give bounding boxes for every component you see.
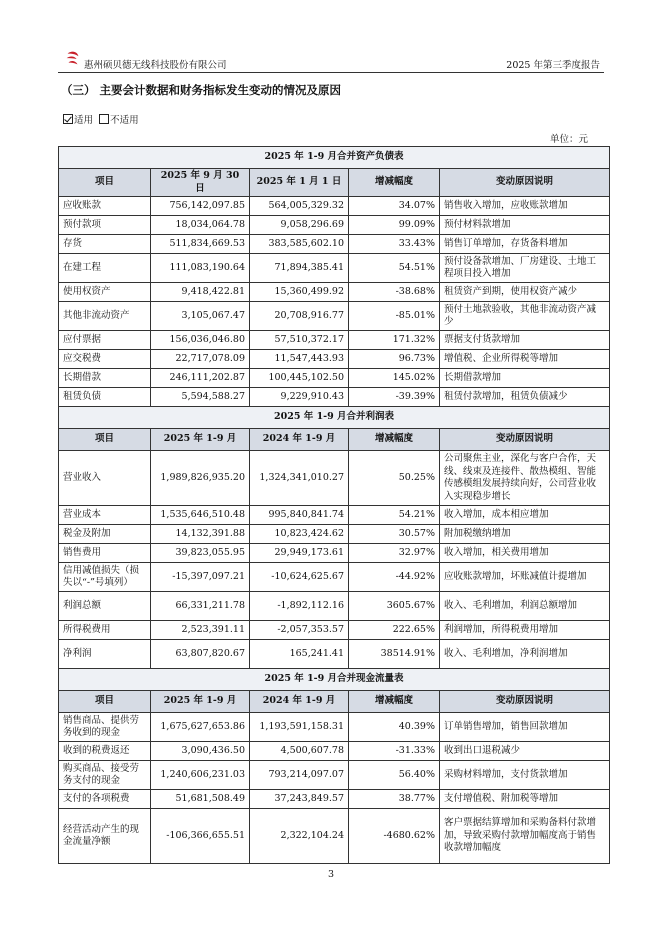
table-row — [59, 640, 610, 669]
value-cell: 3,090,436.50 — [151, 742, 250, 761]
change-cell: 96.73% — [349, 350, 440, 369]
column-header: 2024 年 1-9 月 — [250, 691, 349, 713]
value-cell: 383,585,602.10 — [250, 235, 349, 254]
table-row — [59, 809, 610, 864]
table-row — [59, 451, 610, 506]
value-cell: -106,366,655.51 — [151, 809, 250, 864]
item-cell: 经营活动产生的现金流量净额 — [59, 809, 151, 864]
value-cell: 1,675,627,653.86 — [151, 713, 250, 742]
value-cell: 4,500,607.78 — [250, 742, 349, 761]
value-cell: 22,717,078.09 — [151, 350, 250, 369]
change-cell: -4680.62% — [349, 809, 440, 864]
value-cell: 57,510,372.17 — [250, 331, 349, 350]
column-header: 2024 年 1-9 月 — [250, 429, 349, 451]
item-cell: 营业收入 — [59, 451, 151, 506]
value-cell: 37,243,849.57 — [250, 790, 349, 809]
table-row — [59, 592, 610, 621]
value-cell: 2,322,104.24 — [250, 809, 349, 864]
change-cell: 40.39% — [349, 713, 440, 742]
table-row — [59, 350, 610, 369]
item-cell: 预付款项 — [59, 216, 151, 235]
value-cell: 71,894,385.41 — [250, 254, 349, 283]
reason-cell: 收到出口退税减少 — [440, 742, 610, 761]
value-cell: 111,083,190.64 — [151, 254, 250, 283]
value-cell: 793,214,097.07 — [250, 761, 349, 790]
value-cell: 2,523,391.11 — [151, 621, 250, 640]
item-cell: 其他非流动资产 — [59, 302, 151, 331]
item-cell: 租赁负债 — [59, 388, 151, 407]
table-row — [59, 525, 610, 544]
table-row — [59, 544, 610, 563]
change-cell: -39.39% — [349, 388, 440, 407]
value-cell: 63,807,820.67 — [151, 640, 250, 669]
change-cell: 222.65% — [349, 621, 440, 640]
reason-cell: 销售收入增加，应收账款增加 — [440, 197, 610, 216]
section-heading: 2025 年 1-9 月合并利润表 — [59, 407, 610, 429]
table-row — [59, 283, 610, 302]
item-cell: 使用权资产 — [59, 283, 151, 302]
change-cell: -31.33% — [349, 742, 440, 761]
value-cell: 10,823,424.62 — [250, 525, 349, 544]
reason-cell: 销售订单增加，存货备料增加 — [440, 235, 610, 254]
change-cell: -44.92% — [349, 563, 440, 592]
income-header-row — [59, 429, 610, 451]
value-cell: 3,105,067.47 — [151, 302, 250, 331]
change-cell: 145.02% — [349, 369, 440, 388]
change-cell: 54.51% — [349, 254, 440, 283]
reason-cell: 应收账款增加，坏账减值计提增加 — [440, 563, 610, 592]
item-cell: 利润总额 — [59, 592, 151, 621]
change-cell: -85.01% — [349, 302, 440, 331]
item-cell: 净利润 — [59, 640, 151, 669]
change-cell: 34.07% — [349, 197, 440, 216]
table-row — [59, 742, 610, 761]
applicable-checkbox[interactable] — [63, 114, 73, 124]
item-cell: 信用减值损失（损失以“-”号填列） — [59, 563, 151, 592]
value-cell: 1,989,826,935.20 — [151, 451, 250, 506]
table-row — [59, 621, 610, 640]
cashflow-header-row — [59, 691, 610, 713]
financial-table — [58, 146, 610, 864]
item-cell: 应收账款 — [59, 197, 151, 216]
value-cell: 66,331,211.78 — [151, 592, 250, 621]
table-row — [59, 761, 610, 790]
item-cell: 应付票据 — [59, 331, 151, 350]
column-header: 变动原因说明 — [440, 691, 610, 713]
value-cell: 1,240,606,231.03 — [151, 761, 250, 790]
reason-cell: 利润增加，所得税费用增加 — [440, 621, 610, 640]
page-header — [58, 50, 604, 73]
column-header: 增减幅度 — [349, 691, 440, 713]
value-cell: 511,834,669.53 — [151, 235, 250, 254]
change-cell: 54.21% — [349, 506, 440, 525]
not-applicable-label: 不适用 — [110, 115, 139, 126]
table-row — [59, 506, 610, 525]
value-cell: -15,397,097.21 — [151, 563, 250, 592]
reason-cell: 收入增加，相关费用增加 — [440, 544, 610, 563]
column-header: 变动原因说明 — [440, 169, 610, 197]
unit-label: 单位：元 — [549, 134, 588, 145]
value-cell: 756,142,097.85 — [151, 197, 250, 216]
value-cell: 165,241.41 — [250, 640, 349, 669]
value-cell: 9,418,422.81 — [151, 283, 250, 302]
value-cell: 995,840,841.74 — [250, 506, 349, 525]
section-heading: 2025 年 1-9 月合并资产负债表 — [59, 147, 610, 169]
change-cell: 38.77% — [349, 790, 440, 809]
item-cell: 收到的税费返还 — [59, 742, 151, 761]
cashflow-section-title — [59, 669, 610, 691]
reason-cell: 租赁付款增加，租赁负债减少 — [440, 388, 610, 407]
change-cell: 50.25% — [349, 451, 440, 506]
reason-cell: 预付设备款增加、厂房建设、土地工程项目投入增加 — [440, 254, 610, 283]
page-number: 3 — [327, 869, 335, 880]
column-header: 2025 年 9 月 30 日 — [151, 169, 250, 197]
item-cell: 在建工程 — [59, 254, 151, 283]
item-cell: 所得税费用 — [59, 621, 151, 640]
column-header: 增减幅度 — [349, 169, 440, 197]
reason-cell: 预付土地款验收，其他非流动资产减少 — [440, 302, 610, 331]
column-header: 项目 — [59, 691, 151, 713]
company-logo-icon — [64, 50, 82, 68]
change-cell: -38.68% — [349, 283, 440, 302]
balance-section-title — [59, 147, 610, 169]
value-cell: 9,229,910.43 — [250, 388, 349, 407]
value-cell: 51,681,508.49 — [151, 790, 250, 809]
item-cell: 长期借款 — [59, 369, 151, 388]
reason-cell: 收入、毛利增加，利润总额增加 — [440, 592, 610, 621]
reason-cell: 预付材料款增加 — [440, 216, 610, 235]
item-cell: 销售费用 — [59, 544, 151, 563]
value-cell: 14,132,391.88 — [151, 525, 250, 544]
change-cell: 30.57% — [349, 525, 440, 544]
item-cell: 营业成本 — [59, 506, 151, 525]
value-cell: 9,058,296.69 — [250, 216, 349, 235]
change-cell: 171.32% — [349, 331, 440, 350]
column-header: 增减幅度 — [349, 429, 440, 451]
change-cell: 99.09% — [349, 216, 440, 235]
value-cell: 20,708,916.77 — [250, 302, 349, 331]
column-header: 2025 年 1 月 1 日 — [250, 169, 349, 197]
reason-cell: 增值税、企业所得税等增加 — [440, 350, 610, 369]
balance-header-row — [59, 169, 610, 197]
table-row — [59, 713, 610, 742]
table-row — [59, 235, 610, 254]
table-row — [59, 331, 610, 350]
applicability-options — [63, 112, 139, 126]
item-cell: 应交税费 — [59, 350, 151, 369]
table-row — [59, 216, 610, 235]
table-row — [59, 254, 610, 283]
table-row — [59, 388, 610, 407]
table-row — [59, 563, 610, 592]
reason-cell: 收入增加，成本相应增加 — [440, 506, 610, 525]
reason-cell: 公司聚焦主业，深化与客户合作，天线、线束及连接件、散热模组、智能传感模组发展持续向好，公司营业收入实现稳步增长 — [440, 451, 610, 506]
value-cell: 1,324,341,010.27 — [250, 451, 349, 506]
column-header: 项目 — [59, 169, 151, 197]
change-cell: 56.40% — [349, 761, 440, 790]
reason-cell: 票据支付货款增加 — [440, 331, 610, 350]
table-row — [59, 790, 610, 809]
column-header: 项目 — [59, 429, 151, 451]
item-cell: 支付的各项税费 — [59, 790, 151, 809]
value-cell: -10,624,625.67 — [250, 563, 349, 592]
reason-cell: 支付增值税、附加税等增加 — [440, 790, 610, 809]
change-cell: 33.43% — [349, 235, 440, 254]
table-row — [59, 369, 610, 388]
reason-cell: 长期借款增加 — [440, 369, 610, 388]
reason-cell: 附加税缴纳增加 — [440, 525, 610, 544]
item-cell: 税金及附加 — [59, 525, 151, 544]
change-cell: 32.97% — [349, 544, 440, 563]
table-row — [59, 302, 610, 331]
change-cell: 3605.67% — [349, 592, 440, 621]
column-header: 2025 年 1-9 月 — [151, 691, 250, 713]
reason-cell: 租赁资产到期，使用权资产减少 — [440, 283, 610, 302]
column-header: 2025 年 1-9 月 — [151, 429, 250, 451]
reason-cell: 采购材料增加，支付货款增加 — [440, 761, 610, 790]
not-applicable-checkbox[interactable] — [99, 114, 109, 124]
value-cell: 18,034,064.78 — [151, 216, 250, 235]
value-cell: 246,111,202.87 — [151, 369, 250, 388]
value-cell: -1,892,112.16 — [250, 592, 349, 621]
reason-cell: 订单销售增加，销售回款增加 — [440, 713, 610, 742]
column-header: 变动原因说明 — [440, 429, 610, 451]
report-title: 2025 年第三季度报告 — [506, 60, 600, 71]
item-cell: 购买商品、接受劳务支付的现金 — [59, 761, 151, 790]
value-cell: 11,547,443.93 — [250, 350, 349, 369]
reason-cell: 客户票据结算增加和采购备料付款增加，导致采购付款增加幅度高于销售收款增加幅度 — [440, 809, 610, 864]
value-cell: 564,005,329.32 — [250, 197, 349, 216]
reason-cell: 收入、毛利增加，净利润增加 — [440, 640, 610, 669]
section-heading: 2025 年 1-9 月合并现金流量表 — [59, 669, 610, 691]
section-title: （三） 主要会计数据和财务指标发生变动的情况及原因 — [61, 83, 342, 97]
value-cell: 1,535,646,510.48 — [151, 506, 250, 525]
value-cell: 29,949,173.61 — [250, 544, 349, 563]
item-cell: 销售商品、提供劳务收到的现金 — [59, 713, 151, 742]
value-cell: 156,036,046.80 — [151, 331, 250, 350]
value-cell: 5,594,588.27 — [151, 388, 250, 407]
table-row — [59, 197, 610, 216]
income-section-title — [59, 407, 610, 429]
change-cell: 38514.91% — [349, 640, 440, 669]
applicable-label: 适用 — [74, 115, 94, 126]
value-cell: 100,445,102.50 — [250, 369, 349, 388]
value-cell: 1,193,591,158.31 — [250, 713, 349, 742]
value-cell: -2,057,353.57 — [250, 621, 349, 640]
value-cell: 15,360,499.92 — [250, 283, 349, 302]
company-name: 惠州硕贝德无线科技股份有限公司 — [84, 60, 227, 71]
value-cell: 39,823,055.95 — [151, 544, 250, 563]
item-cell: 存货 — [59, 235, 151, 254]
